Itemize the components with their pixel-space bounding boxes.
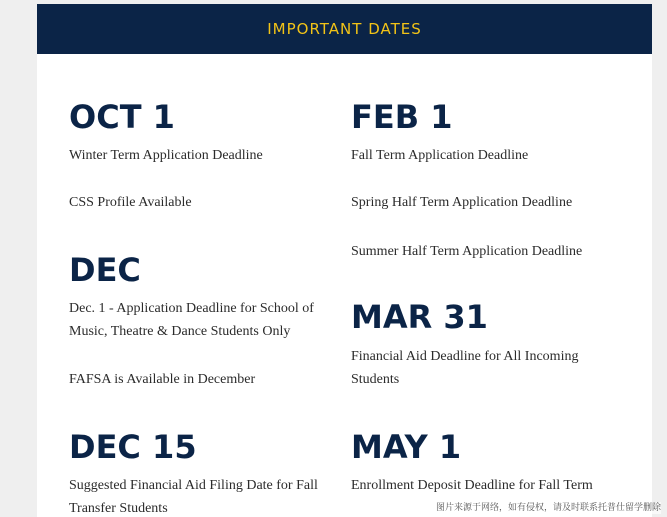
item-spring-half-term-deadline: Spring Half Term Application Deadline xyxy=(351,195,573,210)
item-css-profile: CSS Profile Available xyxy=(69,195,192,210)
item-dec-1-music-deadline: Dec. 1 - Application Deadline for School of Music, Theatre & Dance Students Only xyxy=(69,301,314,339)
date-may-1: MAY 1 xyxy=(351,428,462,466)
watermark-text: 图片来源于网络，如有侵权，请及时联系托普仕留学删除 xyxy=(435,503,661,513)
item-fafsa-available: FAFSA is Available in December xyxy=(69,372,256,387)
item-enrollment-deposit-deadline: Enrollment Deposit Deadline for Fall Term xyxy=(351,478,593,493)
date-oct-1: OCT 1 xyxy=(69,98,175,136)
item-fall-term-deadline: Fall Term Application Deadline xyxy=(351,148,529,163)
date-dec-15: DEC 15 xyxy=(69,428,197,466)
item-summer-half-term-deadline: Summer Half Term Application Deadline xyxy=(351,244,583,259)
item-suggested-financial-aid-date: Suggested Financial Aid Filing Date for Fall Transfer Students xyxy=(69,478,318,516)
important-dates-header: IMPORTANT DATES xyxy=(37,4,652,54)
date-feb-1: FEB 1 xyxy=(351,98,453,136)
date-dec: DEC xyxy=(69,251,141,289)
date-mar-31: MAR 31 xyxy=(351,298,488,336)
important-dates-panel xyxy=(37,4,652,517)
item-financial-aid-deadline: Financial Aid Deadline for All Incoming Students xyxy=(351,349,579,387)
item-winter-term-deadline: Winter Term Application Deadline xyxy=(69,148,263,163)
